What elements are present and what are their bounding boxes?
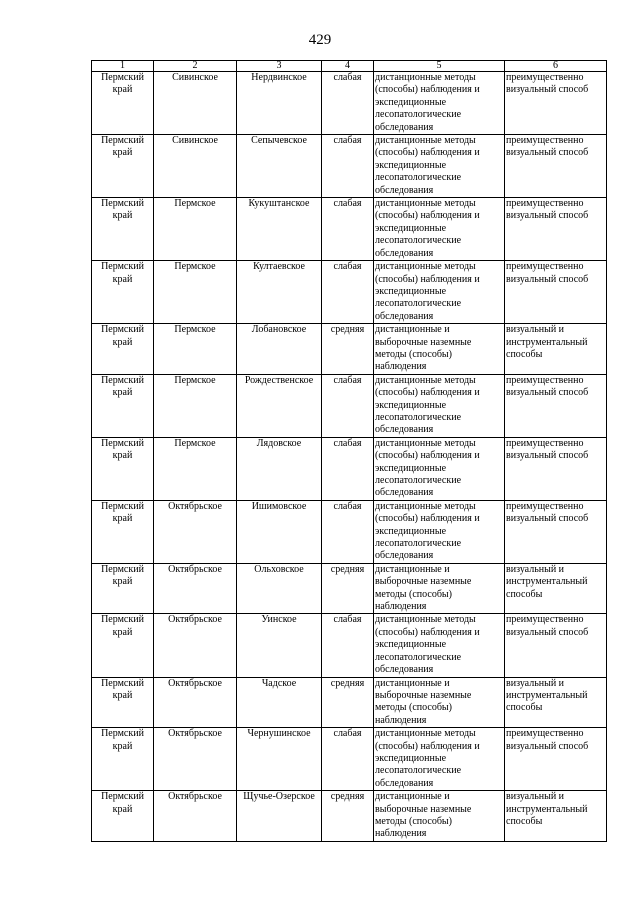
monitoring-methods-cell: дистанционные методы (способы) наблюдения и экспедиционные лесопатологические обследования bbox=[374, 374, 505, 437]
development-level-cell: средняя bbox=[322, 563, 374, 614]
monitoring-way-cell: преимущественно визуальный способ bbox=[505, 261, 607, 324]
forestry-cell: Култаевское bbox=[237, 261, 322, 324]
district-cell: Октябрьское bbox=[154, 791, 237, 842]
development-level-cell: средняя bbox=[322, 791, 374, 842]
table-row bbox=[92, 563, 607, 614]
development-level-cell: слабая bbox=[322, 437, 374, 500]
page-number: 429 bbox=[308, 32, 332, 48]
monitoring-methods-cell: дистанционные и выборочные наземные методы (способы) наблюдения bbox=[374, 677, 505, 728]
region-cell: Пермский край bbox=[92, 261, 154, 324]
district-cell: Сивинское bbox=[154, 72, 237, 135]
monitoring-way-cell: преимущественно визуальный способ bbox=[505, 374, 607, 437]
development-level-cell: средняя bbox=[322, 324, 374, 375]
table-row bbox=[92, 72, 607, 135]
district-cell: Октябрьское bbox=[154, 677, 237, 728]
development-level-cell: слабая bbox=[322, 261, 374, 324]
table-row bbox=[92, 728, 607, 791]
monitoring-methods-cell: дистанционные методы (способы) наблюдения и экспедиционные лесопатологические обследования bbox=[374, 135, 505, 198]
table-body bbox=[92, 72, 607, 842]
monitoring-way-cell: преимущественно визуальный способ bbox=[505, 437, 607, 500]
region-cell: Пермский край bbox=[92, 374, 154, 437]
district-cell: Пермское bbox=[154, 261, 237, 324]
district-cell: Пермское bbox=[154, 437, 237, 500]
forestry-cell: Чадское bbox=[237, 677, 322, 728]
forestry-cell: Сепычевское bbox=[237, 135, 322, 198]
monitoring-methods-cell: дистанционные методы (способы) наблюдения и экспедиционные лесопатологические обследования bbox=[374, 728, 505, 791]
monitoring-way-cell: визуальный и инструментальный способы bbox=[505, 677, 607, 728]
development-level-cell: слабая bbox=[322, 374, 374, 437]
monitoring-way-cell: визуальный и инструментальный способы bbox=[505, 791, 607, 842]
table-row bbox=[92, 791, 607, 842]
table-row bbox=[92, 437, 607, 500]
district-cell: Сивинское bbox=[154, 135, 237, 198]
district-cell: Октябрьское bbox=[154, 500, 237, 563]
table-row bbox=[92, 198, 607, 261]
table-row bbox=[92, 324, 607, 375]
forestry-cell: Щучье-Озерское bbox=[237, 791, 322, 842]
region-cell: Пермский край bbox=[92, 728, 154, 791]
column-header-4: 4 bbox=[322, 61, 374, 72]
column-header-2: 2 bbox=[154, 61, 237, 72]
region-cell: Пермский край bbox=[92, 72, 154, 135]
monitoring-methods-cell: дистанционные методы (способы) наблюдения и экспедиционные лесопатологические обследования bbox=[374, 261, 505, 324]
forestry-cell: Ишимовское bbox=[237, 500, 322, 563]
development-level-cell: слабая bbox=[322, 614, 374, 677]
monitoring-methods-cell: дистанционные методы (способы) наблюдения и экспедиционные лесопатологические обследования bbox=[374, 198, 505, 261]
district-cell: Октябрьское bbox=[154, 563, 237, 614]
district-cell: Октябрьское bbox=[154, 614, 237, 677]
monitoring-methods-cell: дистанционные методы (способы) наблюдения и экспедиционные лесопатологические обследования bbox=[374, 500, 505, 563]
monitoring-way-cell: преимущественно визуальный способ bbox=[505, 198, 607, 261]
monitoring-methods-cell: дистанционные и выборочные наземные методы (способы) наблюдения bbox=[374, 324, 505, 375]
development-level-cell: слабая bbox=[322, 198, 374, 261]
region-cell: Пермский край bbox=[92, 791, 154, 842]
table-row bbox=[92, 614, 607, 677]
monitoring-way-cell: преимущественно визуальный способ bbox=[505, 614, 607, 677]
monitoring-methods-cell: дистанционные и выборочные наземные методы (способы) наблюдения bbox=[374, 791, 505, 842]
monitoring-way-cell: преимущественно визуальный способ bbox=[505, 72, 607, 135]
monitoring-way-cell: преимущественно визуальный способ bbox=[505, 500, 607, 563]
forestry-cell: Уинское bbox=[237, 614, 322, 677]
monitoring-way-cell: преимущественно визуальный способ bbox=[505, 135, 607, 198]
region-cell: Пермский край bbox=[92, 135, 154, 198]
development-level-cell: средняя bbox=[322, 677, 374, 728]
region-cell: Пермский край bbox=[92, 614, 154, 677]
table-row bbox=[92, 374, 607, 437]
table-row bbox=[92, 135, 607, 198]
monitoring-methods-cell: дистанционные методы (способы) наблюдения и экспедиционные лесопатологические обследования bbox=[374, 437, 505, 500]
region-cell: Пермский край bbox=[92, 198, 154, 261]
monitoring-way-cell: преимущественно визуальный способ bbox=[505, 728, 607, 791]
region-cell: Пермский край bbox=[92, 563, 154, 614]
district-cell: Пермское bbox=[154, 198, 237, 261]
development-level-cell: слабая bbox=[322, 500, 374, 563]
table-row bbox=[92, 677, 607, 728]
forestry-cell: Чернушинское bbox=[237, 728, 322, 791]
forestry-cell: Лядовское bbox=[237, 437, 322, 500]
development-level-cell: слабая bbox=[322, 728, 374, 791]
forestry-cell: Ольховское bbox=[237, 563, 322, 614]
monitoring-methods-cell: дистанционные методы (способы) наблюдения и экспедиционные лесопатологические обследования bbox=[374, 614, 505, 677]
column-header-3: 3 bbox=[237, 61, 322, 72]
table-header-row bbox=[92, 61, 607, 72]
development-level-cell: слабая bbox=[322, 135, 374, 198]
monitoring-way-cell: визуальный и инструментальный способы bbox=[505, 324, 607, 375]
forestry-cell: Кукуштанское bbox=[237, 198, 322, 261]
region-cell: Пермский край bbox=[92, 677, 154, 728]
region-cell: Пермский край bbox=[92, 437, 154, 500]
column-header-6: 6 bbox=[505, 61, 607, 72]
monitoring-methods-cell: дистанционные методы (способы) наблюдения и экспедиционные лесопатологические обследования bbox=[374, 72, 505, 135]
development-level-cell: слабая bbox=[322, 72, 374, 135]
column-header-5: 5 bbox=[374, 61, 505, 72]
district-cell: Пермское bbox=[154, 374, 237, 437]
table-row bbox=[92, 500, 607, 563]
forestry-cell: Лобановское bbox=[237, 324, 322, 375]
forestry-cell: Рождественское bbox=[237, 374, 322, 437]
region-cell: Пермский край bbox=[92, 500, 154, 563]
forestry-cell: Нердвинское bbox=[237, 72, 322, 135]
column-header-1: 1 bbox=[92, 61, 154, 72]
monitoring-methods-cell: дистанционные и выборочные наземные методы (способы) наблюдения bbox=[374, 563, 505, 614]
monitoring-way-cell: визуальный и инструментальный способы bbox=[505, 563, 607, 614]
region-cell: Пермский край bbox=[92, 324, 154, 375]
district-cell: Пермское bbox=[154, 324, 237, 375]
table-row bbox=[92, 261, 607, 324]
monitoring-table bbox=[91, 60, 607, 842]
district-cell: Октябрьское bbox=[154, 728, 237, 791]
